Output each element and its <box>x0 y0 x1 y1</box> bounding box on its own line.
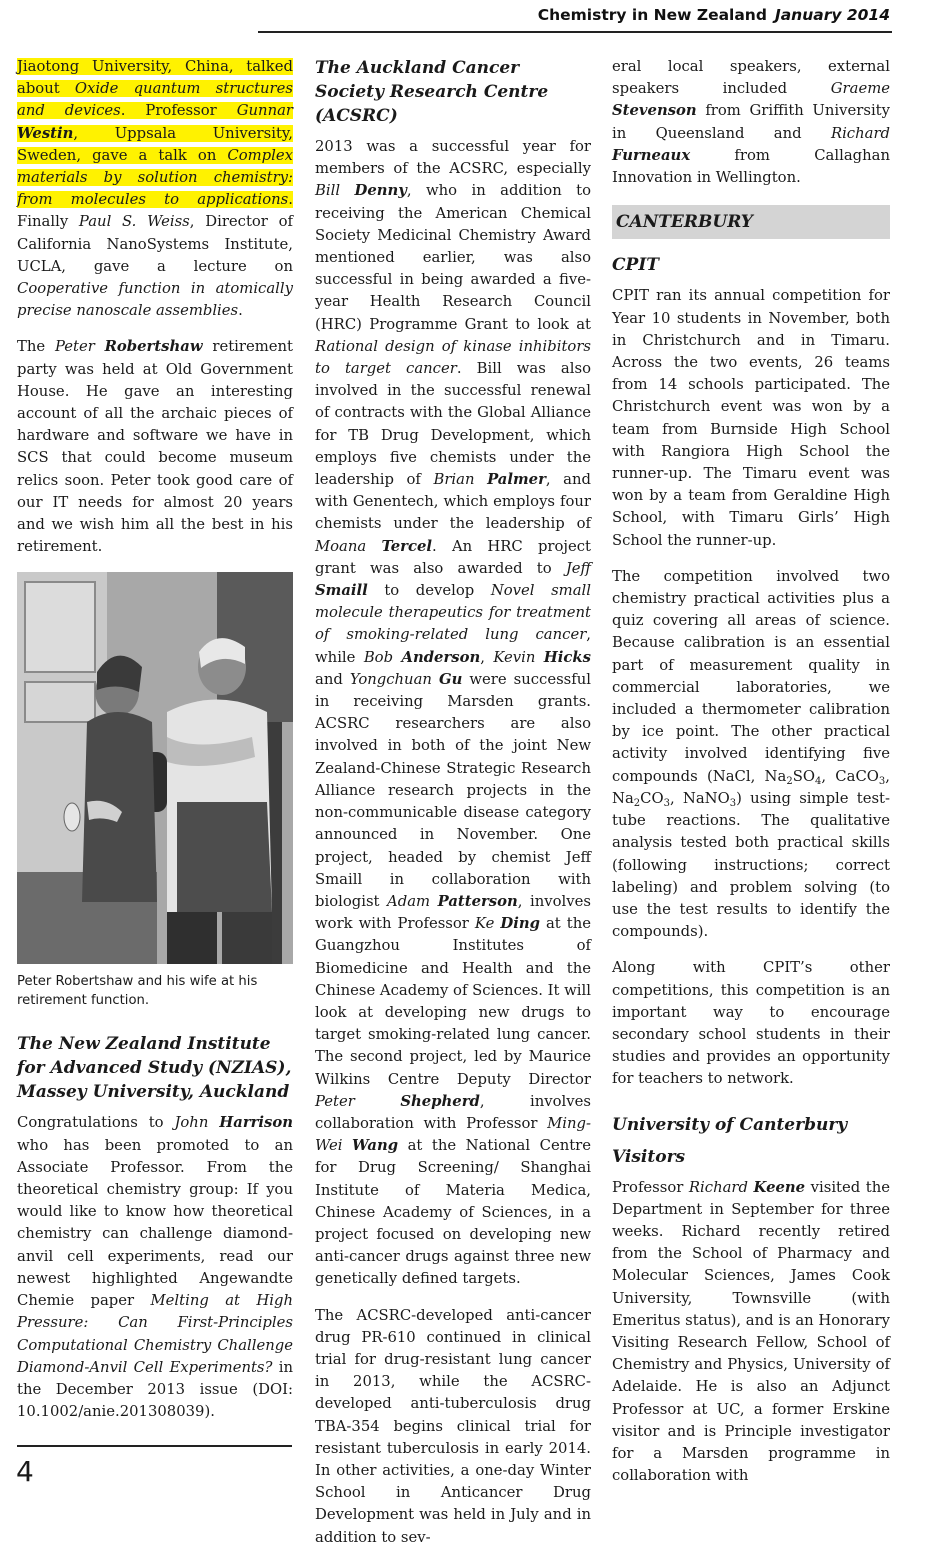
issue-date: January 2014 <box>774 6 890 24</box>
paragraph-acsrc-1: 2013 was a successful year for members of the ACSRC, especially Bill Denny, who in addition to receiving the American Chemical Society Medicinal Chemistry Award mentioned earlier, was also successful in being awarded a five-year Health Research Council (HRC) Programme Grant to look at Rational design of kinase inhibitors to target cancer. Bill was also involved in the successful renewal of contracts with the Global Alliance for TB Drug Development, which employs five chemists under the leadership of Brian Palmer, and with Genentech, which employs four chemists under the leadership of Moana Tercel. An HRC project grant was also awarded to Jeff Smaill to develop Novel small molecule therapeutics for treatment of smoking-related lung cancer, while Bob Anderson, Kevin Hicks and Yongchuan Gu were successful in receiving Marsden grants. ACSRC researchers are also involved in both of the joint New Zealand-Chinese Strategic Research Alliance research projects in the non-communicable disease category announced in November. One project, headed by chemist Jeff Smaill in collaboration with biologist Adam Patterson, involves work with Professor Ke Ding at the Guangzhou Institutes of Biomedicine and Health and the Chinese Academy of Sciences. It will look at developing new drugs to target smoking-related lung cancer. The second project, led by Maurice Wilkins Centre Deputy Director Peter Shepherd, involves collaboration with Professor Ming-Wei Wang at the National Centre for Drug Screening/ Shanghai Institute of Materia Medica, Chinese Academy of Sciences, in a project focused on developing new anti-cancer drugs against three new genetically defined targets. <box>315 138 592 1288</box>
header-rule <box>258 31 892 33</box>
paragraph-visitors: Professor Richard Keene visited the Department in September for three weeks. Richard recently retired from the School of Pharmacy and Molecular Sciences, James Cook University, Townsville (with Emeritus status), and is an Honorary Visiting Research Fellow, School of Chemistry and Physics, University of Adelaide. He is also an Adjunct Professor at UC, a former Erskine visitor and is Principle investigator for a Marsden programme in collaboration with <box>612 1178 891 1485</box>
column-3 <box>612 56 890 1501</box>
photo-caption: Peter Robertshaw and his wife at his retirement function. <box>17 974 258 1009</box>
running-head <box>538 6 890 24</box>
section-heading-uc: University of Canterbury <box>612 1114 848 1135</box>
paragraph-speakers: eral local speakers, external speakers included Graeme Stevenson from Griffith University in Queensland and Richard Furneaux from Callaghan Innovation in Wellington. <box>612 58 890 187</box>
section-heading-nzias: The New Zealand Institute for Advanced Study (NZIAS), Massey University, Auckland <box>17 1034 292 1103</box>
section-heading-cpit: CPIT <box>612 255 659 276</box>
paragraph-symposium: Jiaotong University, China, talked about Oxide quantum structures and devices. Professor Gunnar Westin, Uppsala University, Sweden, gave a talk on Complex materials by solution chemistry: from molecules to applications. Finally Paul S. Weiss, Director of California NanoSystems Institute, UCLA, gave a lecture on Cooperative function in atomically precise nanoscale assemblies. <box>17 58 293 320</box>
paragraph-cpit-1: CPIT ran its annual competition for Year 10 students in November, both in Christchurch and in Timaru. Across the two events, 26 teams from 14 schools participated. The Christchurch event was won by a team from Burnside High School with Rangiora High School the runner-up. The Timaru event was won by a team from Geraldine High School, with Timaru Girls’ High School the runner-up. <box>612 287 890 549</box>
section-heading-visitors: Visitors <box>612 1146 686 1167</box>
page-number: 4 <box>16 1455 34 1488</box>
section-heading-acsrc: The Auckland Cancer Society Research Centre (ACSRC) <box>315 58 549 126</box>
footer-rule <box>17 1445 292 1447</box>
column-1 <box>17 56 293 1437</box>
section-banner-canterbury: CANTERBURY <box>612 205 890 239</box>
paragraph-cpit-3: Along with CPIT’s other competitions, this competition is an important way to encourage secondary school students in their studies and provides an opportunity for teachers to network. <box>612 959 890 1088</box>
highlighted-text: Jiaotong University, China, talked about Oxide quantum structures and devices. Professor Gunnar Westin, Uppsala University, Sweden, gave a talk on Complex materials by solution chemistry: from molecules to applications. <box>17 58 293 209</box>
paragraph-acsrc-2: The ACSRC-developed anti-cancer drug PR-610 continued in clinical trial for drug-resistant lung cancer in 2013, while the ACSRC-developed anti-tuberculosis drug TBA-354 begins clinical trial for resistant tuberculosis in early 2014. In other activities, a one-day Winter School in Anticancer Drug Development was held in July and in addition to sev- <box>315 1306 591 1546</box>
column-2 <box>315 56 591 1563</box>
publication-title: Chemistry in New Zealand <box>537 6 767 24</box>
paragraph-cpit-2: The competition involved two chemistry practical activities plus a quiz covering all areas of science. Because calibration is an essential part of measurement quality in commercial laboratories, we included a thermometer calibration by ice point. The other practical activity involved identifying five compounds (NaCl, $Na_2SO_4$, CaCO$_3$, $Na_2CO_3$, NaNO$_3$) using simple test-tube reactions. The qualitative analysis tested both practical skills (following instructions; correct labeling) and problem solving (to use the test results to identify the compounds). <box>612 567 890 941</box>
retirement-photo <box>17 572 293 964</box>
paragraph-retirement: The Peter Robertshaw retirement party was held at Old Government House. He gave an interesting account of all the archaic pieces of hardware and software we have in SCS that could become museum relics soon. Peter took good care of our IT needs for almost 20 years and we wish him all the best in his retirement. <box>17 338 293 556</box>
paragraph-nzias: Congratulations to John Harrison who has been promoted to an Associate Professor. From the theoretical chemistry group: If you would like to know how theoretical chemistry can challenge diamond-anvil cell experiments, read our newest highlighted Angewandte Chemie paper Melting at High Pressure: Can First-Principles Computational Chemistry Challenge Diamond-Anvil Cell Experiments? in the December 2013 issue (DOI: 10.1002/anie.201308039). <box>17 1114 294 1421</box>
